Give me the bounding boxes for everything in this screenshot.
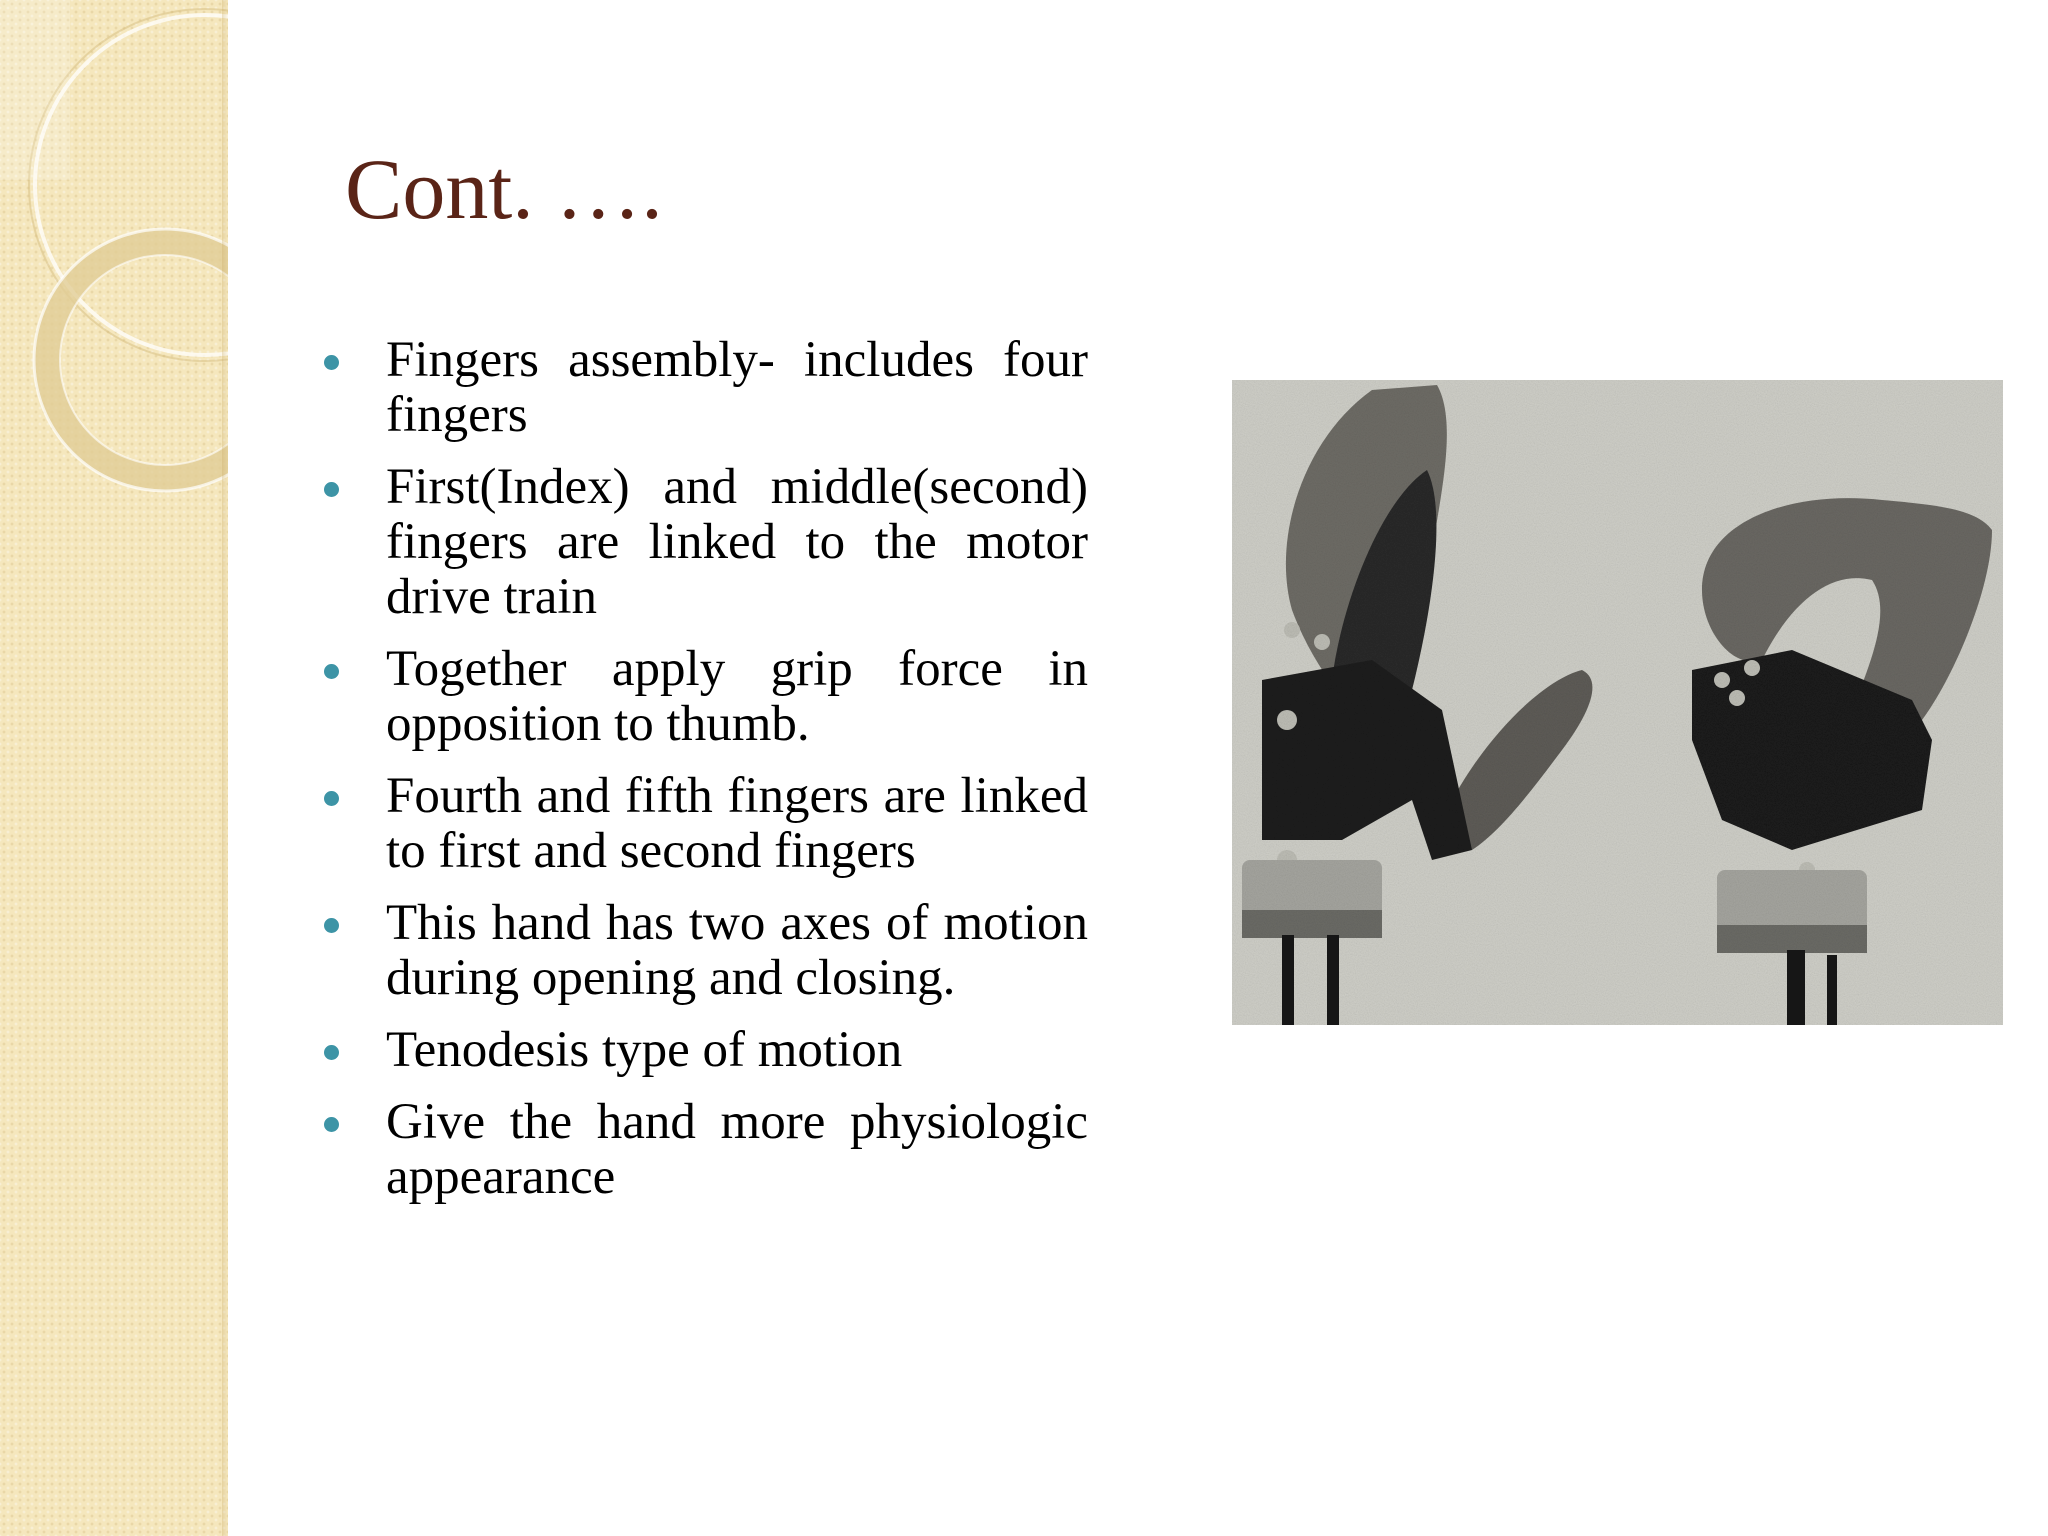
bullet-item — [318, 1023, 1088, 1078]
bullet-marker-icon — [324, 664, 339, 679]
bullet-item — [318, 896, 1088, 1006]
bullet-item — [318, 1095, 1088, 1205]
decorative-side-band — [0, 0, 228, 1536]
bullet-text: Fingers assembly- includes four fingers — [386, 332, 1088, 443]
bullet-item — [318, 769, 1088, 879]
bullet-marker-icon — [324, 1045, 339, 1060]
bullet-marker-icon — [324, 355, 339, 370]
bullet-list — [318, 333, 1088, 1222]
bullet-marker-icon — [324, 482, 339, 497]
bullet-text: Tenodesis type of motion — [386, 1022, 903, 1078]
bullet-item — [318, 460, 1088, 625]
ring-decoration-icon — [0, 0, 228, 520]
bullet-text: Give the hand more physiologic appearance — [386, 1094, 1088, 1205]
prosthetic-hand-photo — [1232, 380, 2003, 1025]
bullet-text: Fourth and fifth fingers are linked to first and second fingers — [386, 768, 1088, 879]
slide-title: Cont. …. — [345, 141, 663, 237]
bullet-text: This hand has two axes of motion during opening and closing. — [386, 895, 1088, 1006]
bullet-marker-icon — [324, 1117, 339, 1132]
band-edge — [222, 0, 228, 1536]
bullet-marker-icon — [324, 918, 339, 933]
bullet-item — [318, 642, 1088, 752]
bullet-marker-icon — [324, 791, 339, 806]
bullet-item — [318, 333, 1088, 443]
bullet-text: Together apply grip force in opposition to thumb. — [386, 641, 1088, 752]
bullet-text: First(Index) and middle(second) fingers are linked to the motor drive train — [386, 459, 1088, 625]
